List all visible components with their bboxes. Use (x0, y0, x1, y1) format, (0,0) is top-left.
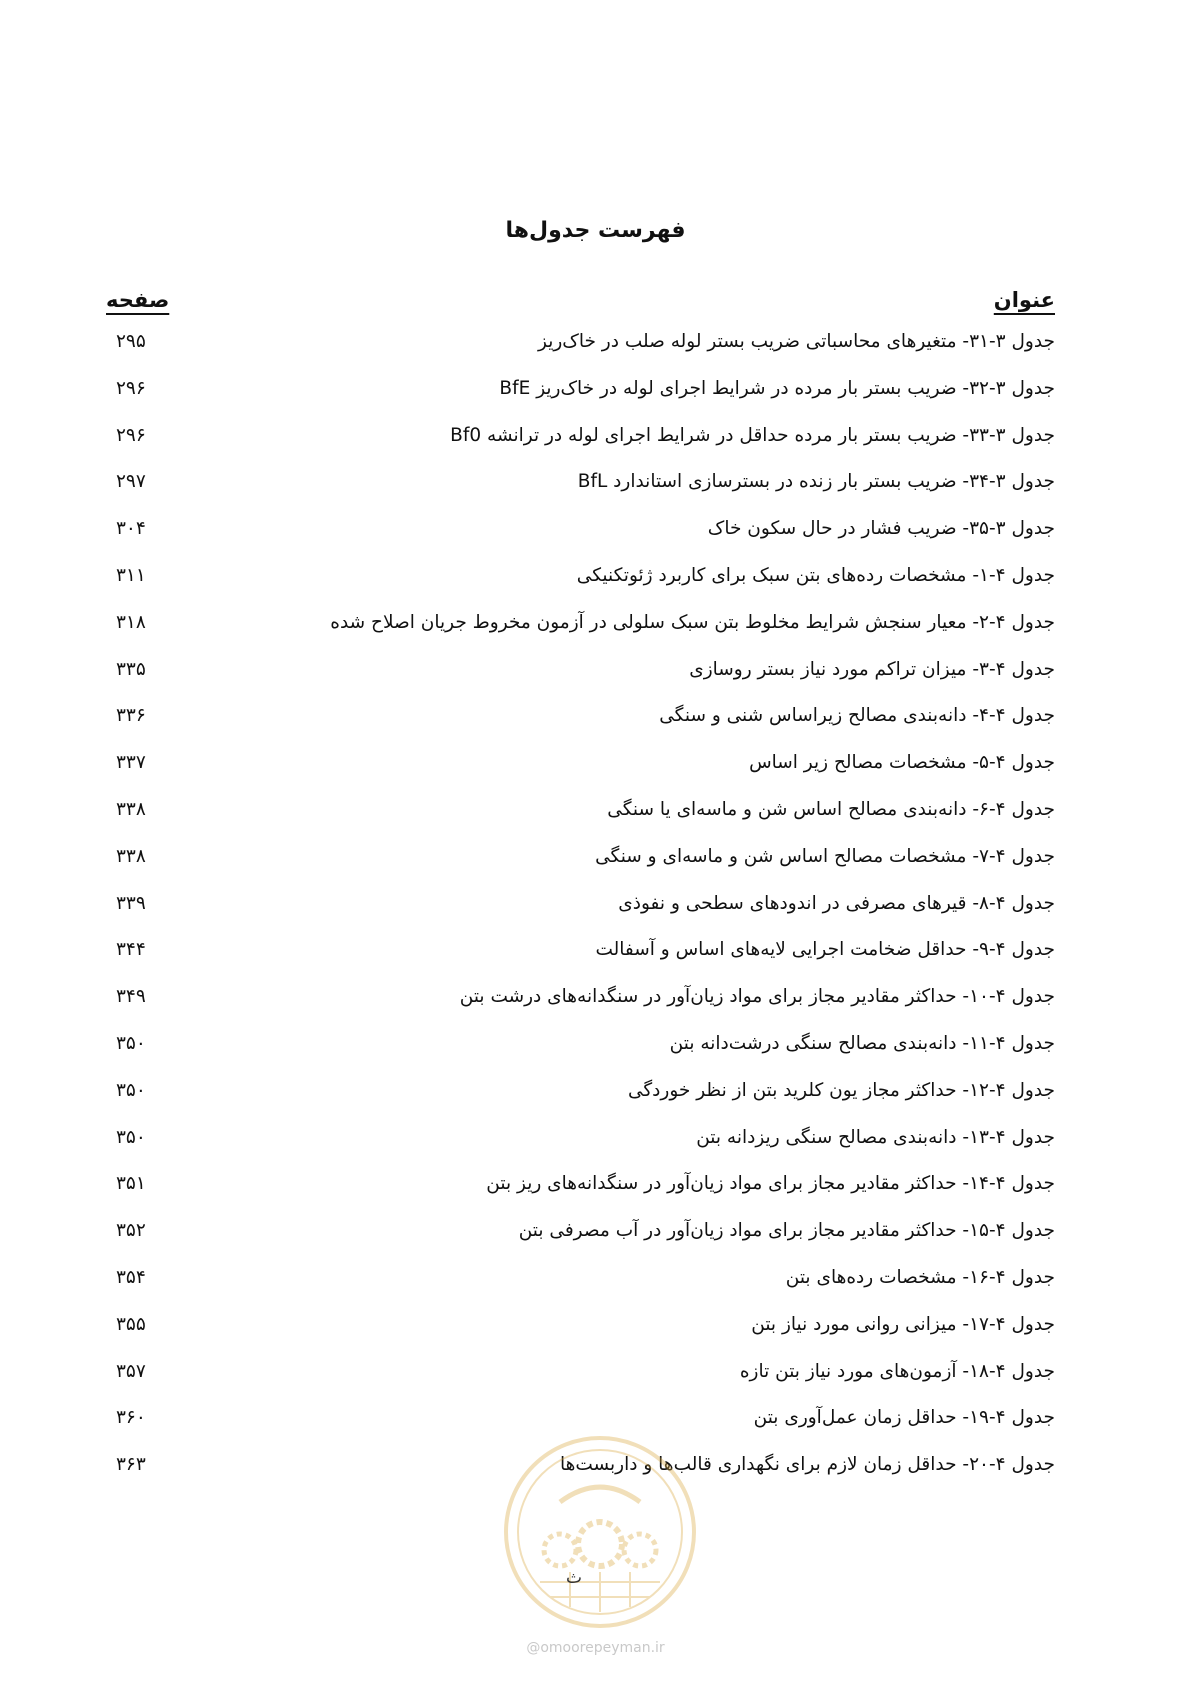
toc-entry[interactable] (0, 1314, 1191, 1361)
toc-entry-title[interactable]: جدول ۳-۳۱- متغیرهای محاسباتی ضریب بستر لوله صلب در خاک‌ریز (538, 331, 1055, 352)
toc-entry-title[interactable]: جدول ۴-۱۲- حداکثر مجاز یون کلرید بتن از نظر خوردگی (627, 1079, 1055, 1101)
toc-entry-title[interactable]: جدول ۴-۱- مشخصات رده‌های بتن سبک برای کاربرد ژئوتکنیکی (576, 564, 1055, 586)
toc-entry[interactable] (0, 1220, 1191, 1267)
toc-entry-page[interactable]: ۳۵۰ (116, 1126, 146, 1148)
toc-entry-page[interactable]: ۳۶۳ (116, 1454, 146, 1476)
toc-entry[interactable] (0, 1127, 1191, 1174)
toc-entry-page[interactable]: ۳۵۷ (116, 1360, 146, 1382)
toc-entry-title[interactable]: جدول ۴-۸- قیرهای مصرفی در اندودهای سطحی و نفوذی (618, 892, 1055, 914)
toc-entry-title[interactable]: جدول ۴-۱۸- آزمون‌های مورد نیاز بتن تازه (739, 1360, 1055, 1382)
toc-entry-page[interactable]: ۲۹۵ (116, 331, 146, 352)
toc-entry-page[interactable]: ۳۵۴ (116, 1266, 146, 1288)
toc-entry-page[interactable]: ۳۶۰ (116, 1407, 146, 1429)
toc-entry-page[interactable]: ۳۵۵ (116, 1313, 146, 1335)
toc-entry-page[interactable]: ۳۴۹ (116, 986, 146, 1008)
toc-entry-page[interactable]: ۳۳۷ (116, 752, 146, 774)
toc-entry-page[interactable]: ۲۹۷ (116, 471, 146, 493)
toc-entry-page[interactable]: ۳۵۱ (116, 1173, 146, 1195)
toc-entry-page[interactable]: ۳۱۸ (116, 611, 146, 633)
toc-entry-page[interactable]: ۳۳۸ (116, 845, 146, 867)
toc-entry[interactable] (0, 612, 1191, 659)
toc-entry-title[interactable]: جدول ۴-۱۱- دانه‌بندی مصالح سنگی درشت‌دانه بتن (669, 1032, 1055, 1054)
toc-entry[interactable] (0, 425, 1191, 472)
toc-entry-title[interactable]: جدول ۴-۱۶- مشخصات رده‌های بتن (785, 1266, 1055, 1288)
toc-entry[interactable] (0, 752, 1191, 799)
toc-entry-title[interactable]: جدول ۴-۴- دانه‌بندی مصالح زیراساس شنی و سنگی (659, 705, 1055, 727)
toc-entry[interactable] (0, 986, 1191, 1033)
toc-entry-page[interactable]: ۳۳۸ (116, 798, 146, 820)
toc-entry-page[interactable]: ۳۴۴ (116, 939, 146, 961)
toc-entry-title[interactable]: جدول ۴-۱۵- حداکثر مقادیر مجاز برای مواد زیان‌آور در آب مصرفی بتن (518, 1220, 1055, 1242)
toc-entry-page[interactable]: ۳۳۵ (116, 658, 146, 680)
toc-entry[interactable] (0, 1080, 1191, 1127)
toc-entry-title[interactable]: جدول ۳-۳۴- ضریب بستر بار زنده در بسترسازی استاندارد BfL (577, 471, 1055, 493)
toc-entry[interactable] (0, 331, 1191, 378)
toc-entry-title[interactable]: جدول ۴-۳- میزان تراکم مورد نیاز بستر روسازی (689, 658, 1055, 680)
table-of-tables-list (0, 331, 1191, 1501)
column-header-title: عنوان (993, 288, 1055, 312)
toc-entry-title[interactable]: جدول ۴-۱۰- حداکثر مقادیر مجاز برای مواد زیان‌آور در سنگدانه‌های درشت بتن (459, 986, 1055, 1008)
toc-entry[interactable] (0, 378, 1191, 425)
toc-entry-title[interactable]: جدول ۳-۳۳- ضریب بستر بار مرده حداقل در شرایط اجرای لوله در ترانشه Bf0 (450, 424, 1055, 446)
toc-entry-title[interactable]: جدول ۴-۹- حداقل ضخامت اجرایی لایه‌های اساس و آسفالت (595, 939, 1055, 961)
watermark-url: @omoorepeyman.ir (526, 1640, 665, 1656)
toc-entry[interactable] (0, 1267, 1191, 1314)
toc-entry-page[interactable]: ۲۹۶ (116, 377, 146, 399)
toc-entry-title[interactable]: جدول ۴-۱۹- حداقل زمان عمل‌آوری بتن (753, 1407, 1055, 1429)
toc-entry-title[interactable]: جدول ۴-۶- دانه‌بندی مصالح اساس شن و ماسه‌ای یا سنگی (607, 798, 1055, 820)
toc-entry-page[interactable]: ۳۵۲ (116, 1220, 146, 1242)
toc-entry-page[interactable]: ۳۵۰ (116, 1032, 146, 1054)
toc-entry-title[interactable]: جدول ۴-۲- معیار سنجش شرایط مخلوط بتن سبک سلولی در آزمون مخروط جریان اصلاح شده (330, 611, 1055, 633)
toc-entry[interactable] (0, 893, 1191, 940)
publisher-seal-watermark-icon (500, 1432, 700, 1632)
toc-entry-page[interactable]: ۳۱۱ (116, 564, 146, 586)
toc-entry-title[interactable]: جدول ۴-۵- مشخصات مصالح زیر اساس (749, 752, 1055, 774)
toc-entry[interactable] (0, 518, 1191, 565)
toc-entry[interactable] (0, 1361, 1191, 1408)
toc-entry-title[interactable]: جدول ۴-۱۷- میزانی روانی مورد نیاز بتن (751, 1313, 1055, 1335)
toc-entry-title[interactable]: جدول ۴-۲۰- حداقل زمان لازم برای نگهداری قالب‌ها و داربست‌ها (559, 1454, 1055, 1476)
toc-entry[interactable] (0, 471, 1191, 518)
toc-entry-title[interactable]: جدول ۳-۳۵- ضریب فشار در حال سکون خاک (707, 518, 1055, 540)
toc-entry[interactable] (0, 846, 1191, 893)
toc-entry-page[interactable]: ۳۳۶ (116, 705, 146, 727)
toc-entry[interactable] (0, 939, 1191, 986)
page-title: فهرست جدول‌ها (505, 218, 686, 243)
toc-entry-page[interactable]: ۳۰۴ (116, 518, 146, 540)
toc-entry[interactable] (0, 1173, 1191, 1220)
toc-entry-title[interactable]: جدول ۴-۱۳- دانه‌بندی مصالح سنگی ریزدانه بتن (696, 1126, 1055, 1148)
toc-entry[interactable] (0, 799, 1191, 846)
toc-entry[interactable] (0, 659, 1191, 706)
toc-entry-page[interactable]: ۳۵۰ (116, 1079, 146, 1101)
toc-entry-title[interactable]: جدول ۳-۳۲- ضریب بستر بار مرده در شرایط اجرای لوله در خاک‌ریز BfE (499, 377, 1055, 399)
toc-entry[interactable] (0, 1033, 1191, 1080)
toc-entry[interactable] (0, 565, 1191, 612)
toc-entry-title[interactable]: جدول ۴-۱۴- حداکثر مقادیر مجاز برای مواد زیان‌آور در سنگدانه‌های ریز بتن (486, 1173, 1055, 1195)
toc-entry[interactable] (0, 705, 1191, 752)
page-marker: ث (566, 1568, 583, 1588)
toc-entry-page[interactable]: ۲۹۶ (116, 424, 146, 446)
column-header-page: صفحه (106, 288, 170, 312)
toc-entry-page[interactable]: ۳۳۹ (116, 892, 146, 914)
toc-entry-title[interactable]: جدول ۴-۷- مشخصات مصالح اساس شن و ماسه‌ای و سنگی (595, 845, 1055, 867)
